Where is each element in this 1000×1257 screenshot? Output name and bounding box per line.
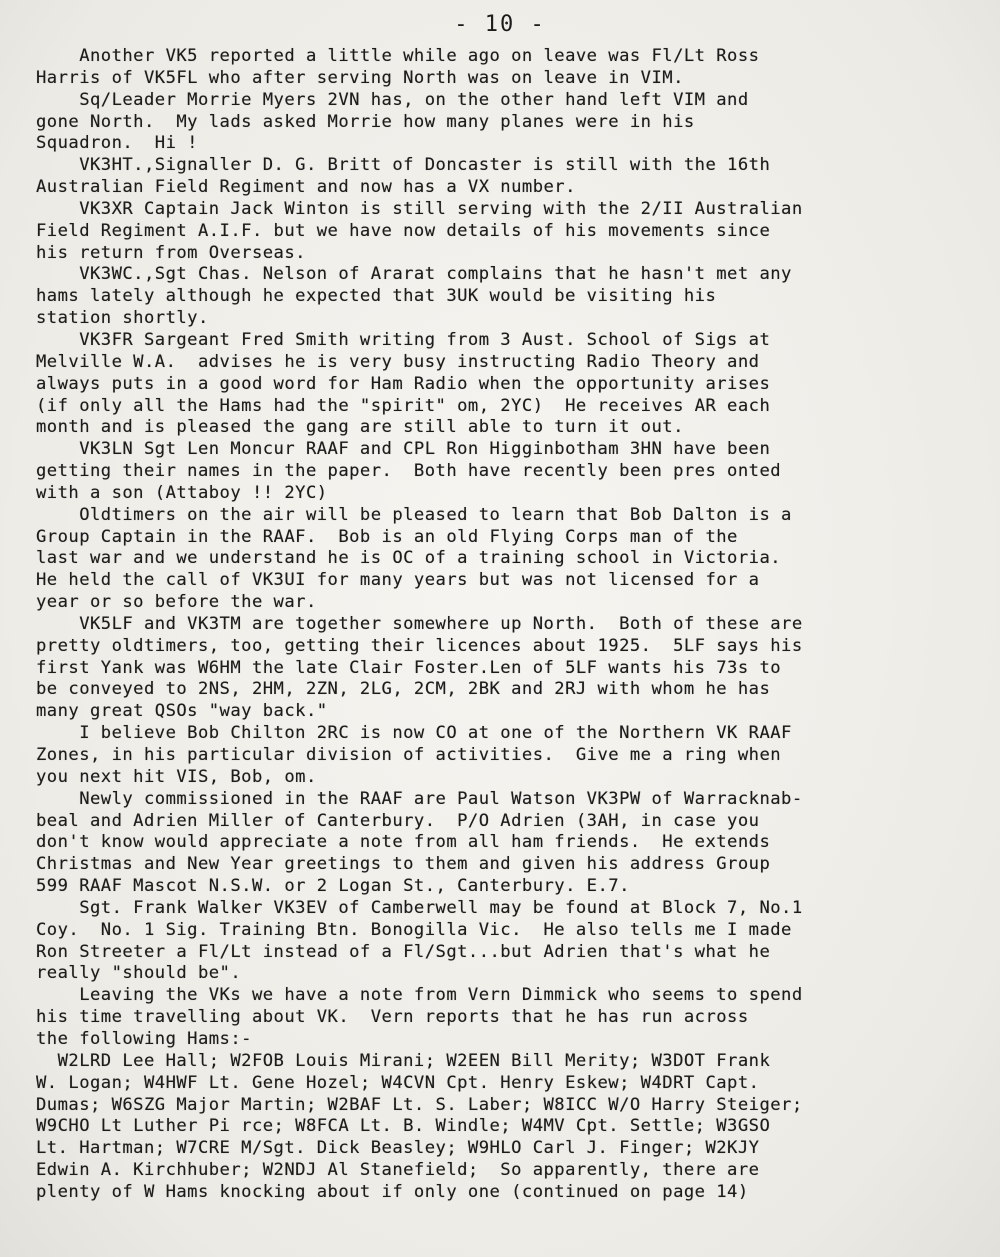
text-line: Ron Streeter a Fl/Lt instead of a Fl/Sgt...but Adrien that's what he xyxy=(36,941,771,962)
text-line: plenty of W Hams knocking about if only one (continued on page 14) xyxy=(36,1181,749,1202)
text-line: Sgt. Frank Walker VK3EV of Camberwell may be found at Block 7, No.1 xyxy=(36,897,803,918)
text-line: don't know would appreciate a note from all ham friends. He extends xyxy=(36,832,771,853)
page-number: - 10 - xyxy=(454,12,546,37)
text-line: Group Captain in the RAAF. Bob is an old Flying Corps man of the xyxy=(36,526,738,547)
text-line: Harris of VK5FL who after serving North was on leave in VIM. xyxy=(36,67,684,88)
text-line: his time travelling about VK. Vern reports that he has run across xyxy=(36,1007,749,1028)
text-line: always puts in a good word for Ham Radio when the opportunity arises xyxy=(36,373,771,394)
text-line: really "should be". xyxy=(36,963,242,984)
text-line: pretty oldtimers, too, getting their licences about 1925. 5LF says his xyxy=(36,635,803,656)
text-line: 599 RAAF Mascot N.S.W. or 2 Logan St., Canterbury. E.7. xyxy=(36,876,630,897)
text-line: VK3LN Sgt Len Moncur RAAF and CPL Ron Higginbotham 3HN have been xyxy=(36,439,771,460)
text-line: Melville W.A. advises he is very busy instructing Radio Theory and xyxy=(36,351,760,372)
text-line: VK3FR Sargeant Fred Smith writing from 3 Aust. School of Sigs at xyxy=(36,329,771,350)
text-line: Coy. No. 1 Sig. Training Btn. Bonogilla Vic. He also tells me I made xyxy=(36,919,792,940)
text-line: year or so before the war. xyxy=(36,592,317,613)
text-line: last war and we understand he is OC of a training school in Victoria. xyxy=(36,548,782,569)
text-line: his return from Overseas. xyxy=(36,242,306,263)
text-line: VK5LF and VK3TM are together somewhere up North. Both of these are xyxy=(36,613,803,634)
text-line: Leaving the VKs we have a note from Vern Dimmick who seems to spend xyxy=(36,985,803,1006)
text-line: VK3XR Captain Jack Winton is still serving with the 2/II Australian xyxy=(36,198,803,219)
text-line: you next hit VIS, Bob, om. xyxy=(36,766,317,787)
text-line: He held the call of VK3UI for many years but was not licensed for a xyxy=(36,570,760,591)
text-line: Lt. Hartman; W7CRE M/Sgt. Dick Beasley; W9HLO Carl J. Finger; W2KJY xyxy=(36,1138,760,1159)
text-line: Newly commissioned in the RAAF are Paul Watson VK3PW of Warracknab- xyxy=(36,788,803,809)
text-line: Edwin A. Kirchhuber; W2NDJ Al Stanefield; So apparently, there are xyxy=(36,1160,760,1181)
text-line: W9CHO Lt Luther Pi rce; W8FCA Lt. B. Windle; W4MV Cpt. Settle; W3GSO xyxy=(36,1116,771,1137)
text-line: Australian Field Regiment and now has a VX number. xyxy=(36,177,576,198)
text-line: gone North. My lads asked Morrie how many planes were in his xyxy=(36,111,695,132)
text-line: Field Regiment A.I.F. but we have now details of his movements since xyxy=(36,220,771,241)
text-line: Zones, in his particular division of activities. Give me a ring when xyxy=(36,745,782,765)
text-line: I believe Bob Chilton 2RC is now CO at one of the Northern VK RAAF xyxy=(36,723,792,744)
text-line: getting their names in the paper. Both have recently been pres onted xyxy=(36,461,782,482)
text-line: be conveyed to 2NS, 2HM, 2ZN, 2LG, 2CM, 2BK and 2RJ with whom he has xyxy=(36,679,771,700)
text-line: the following Hams:- xyxy=(36,1028,252,1049)
text-line: VK3HT.,Signaller D. G. Britt of Doncaster is still with the 16th xyxy=(36,155,771,176)
text-line: with a son (Attaboy !! 2YC) xyxy=(36,482,328,503)
text-line: Dumas; W6SZG Major Martin; W2BAF Lt. S. Laber; W8ICC W/O Harry Steiger; xyxy=(36,1094,803,1115)
text-line: first Yank was W6HM the late Clair Foster.Len of 5LF wants his 73s to xyxy=(36,657,782,678)
text-line: Sq/Leader Morrie Myers 2VN has, on the other hand left VIM and xyxy=(36,89,749,110)
text-line: beal and Adrien Miller of Canterbury. P/O Adrien (3AH, in case you xyxy=(36,810,760,831)
text-line: Oldtimers on the air will be pleased to learn that Bob Dalton is a xyxy=(36,504,792,525)
text-line: W. Logan; W4HWF Lt. Gene Hozel; W4CVN Cpt. Henry Eskew; W4DRT Capt. xyxy=(36,1072,760,1093)
text-line: VK3WC.,Sgt Chas. Nelson of Ararat complains that he hasn't met any xyxy=(36,264,792,285)
text-line: Squadron. Hi ! xyxy=(36,133,198,154)
text-line: many great QSOs "way back." xyxy=(36,701,328,722)
body-text xyxy=(36,46,966,1204)
text-line: month and is pleased the gang are still able to turn it out. xyxy=(36,417,684,438)
text-line: hams lately although he expected that 3UK would be visiting his xyxy=(36,286,717,307)
text-line: Christmas and New Year greetings to them and given his address Group xyxy=(36,854,771,875)
text-line: W2LRD Lee Hall; W2FOB Louis Mirani; W2EEN Bill Merity; W3DOT Frank xyxy=(36,1050,771,1071)
text-line: Another VK5 reported a little while ago on leave was Fl/Lt Ross xyxy=(36,46,760,66)
text-line: station shortly. xyxy=(36,308,209,329)
text-line: (if only all the Hams had the "spirit" om, 2YC) He receives AR each xyxy=(36,395,771,416)
